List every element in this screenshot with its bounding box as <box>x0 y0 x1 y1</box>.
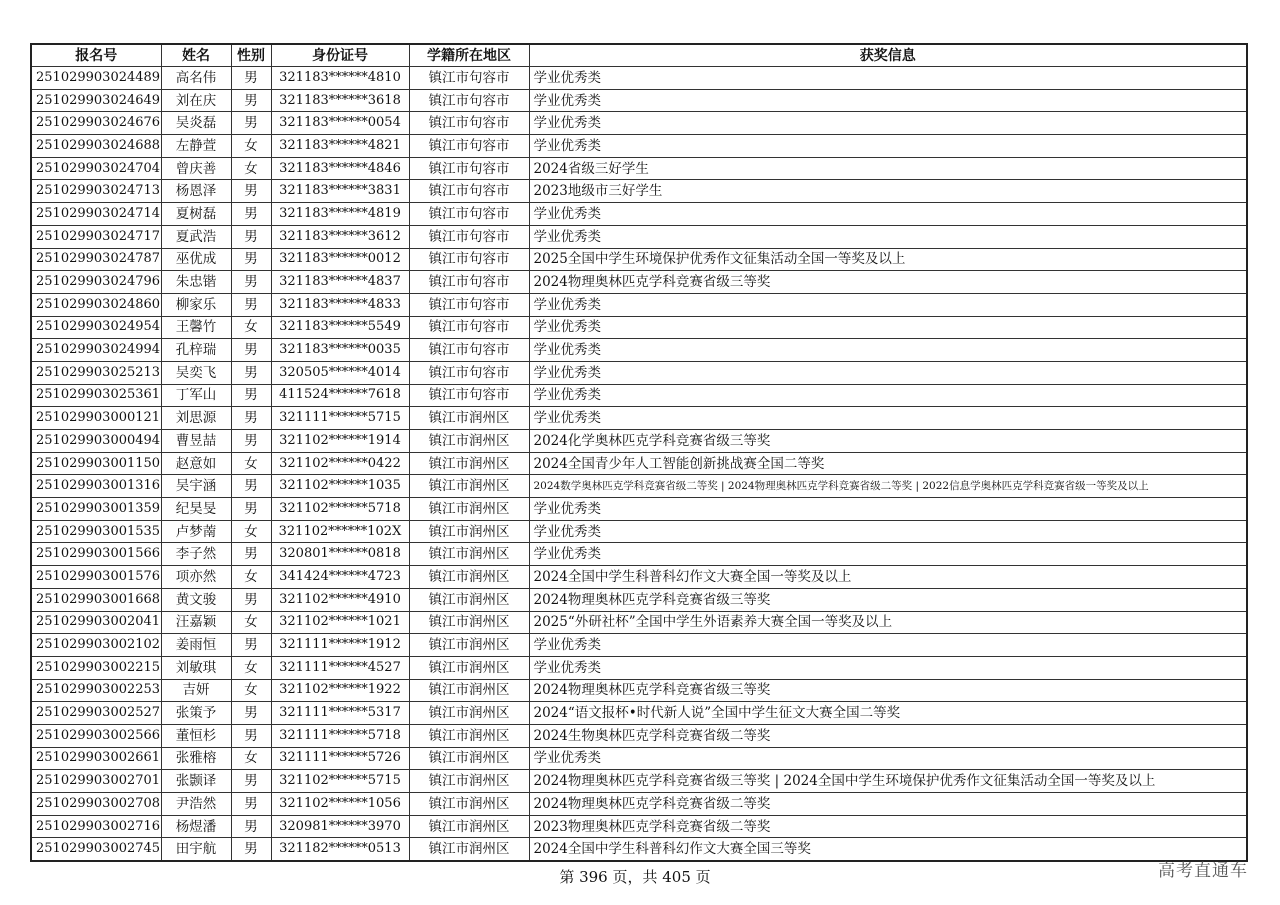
gender-cell: 女 <box>231 135 271 158</box>
reg-no-cell: 251029903024717 <box>31 225 161 248</box>
id-no-cell: 321102******102X <box>271 520 409 543</box>
reg-no-cell: 251029903024860 <box>31 293 161 316</box>
name-cell: 卢梦萳 <box>161 520 231 543</box>
award-cell: 2024生物奥林匹克学科竞赛省级二等奖 <box>529 724 1247 747</box>
region-cell: 镇江市润州区 <box>409 793 529 816</box>
name-cell: 夏武浩 <box>161 225 231 248</box>
table-row <box>31 361 1247 384</box>
table-row <box>31 180 1247 203</box>
table-row <box>31 407 1247 430</box>
reg-no-cell: 251029903024714 <box>31 203 161 226</box>
reg-no-cell: 251029903024954 <box>31 316 161 339</box>
gender-cell: 男 <box>231 203 271 226</box>
gender-cell: 男 <box>231 588 271 611</box>
reg-no-cell: 251029903025361 <box>31 384 161 407</box>
award-cell: 2024数学奥林匹克学科竞赛省级二等奖 | 2024物理奥林匹克学科竞赛省级二等奖 | 2022信息学奥林匹克学科竞赛省级一等奖及以上 <box>529 475 1247 498</box>
records-table <box>30 43 1248 862</box>
name-cell: 李子然 <box>161 543 231 566</box>
table-row <box>31 838 1247 861</box>
table-row <box>31 112 1247 135</box>
id-no-cell: 321183******3618 <box>271 89 409 112</box>
reg-no-cell: 251029903025213 <box>31 361 161 384</box>
id-no-cell: 321183******4810 <box>271 67 409 90</box>
name-cell: 项亦然 <box>161 566 231 589</box>
id-no-cell: 320801******0818 <box>271 543 409 566</box>
reg-no-cell: 251029903024688 <box>31 135 161 158</box>
reg-no-cell: 251029903001359 <box>31 498 161 521</box>
name-cell: 赵意如 <box>161 452 231 475</box>
name-cell: 夏树磊 <box>161 203 231 226</box>
award-cell: 学业优秀类 <box>529 339 1247 362</box>
id-no-cell: 321111******4527 <box>271 656 409 679</box>
region-cell: 镇江市句容市 <box>409 225 529 248</box>
gender-cell: 男 <box>231 634 271 657</box>
region-cell: 镇江市润州区 <box>409 566 529 589</box>
award-cell: 学业优秀类 <box>529 384 1247 407</box>
id-no-cell: 411524******7618 <box>271 384 409 407</box>
award-cell: 学业优秀类 <box>529 520 1247 543</box>
name-cell: 杨煜潘 <box>161 815 231 838</box>
name-cell: 吴宇涵 <box>161 475 231 498</box>
gender-cell: 女 <box>231 611 271 634</box>
gender-cell: 男 <box>231 770 271 793</box>
reg-no-cell: 251029903002215 <box>31 656 161 679</box>
name-cell: 吴奕飞 <box>161 361 231 384</box>
name-cell: 黄文骏 <box>161 588 231 611</box>
region-cell: 镇江市润州区 <box>409 543 529 566</box>
header-gender: 性别 <box>231 44 271 67</box>
region-cell: 镇江市润州区 <box>409 475 529 498</box>
table-row <box>31 634 1247 657</box>
region-cell: 镇江市润州区 <box>409 520 529 543</box>
region-cell: 镇江市句容市 <box>409 112 529 135</box>
id-no-cell: 321102******1922 <box>271 679 409 702</box>
reg-no-cell: 251029903001566 <box>31 543 161 566</box>
award-cell: 学业优秀类 <box>529 498 1247 521</box>
watermark-logo: 高考直通车 <box>1158 861 1248 881</box>
region-cell: 镇江市句容市 <box>409 293 529 316</box>
reg-no-cell: 251029903002701 <box>31 770 161 793</box>
table-row <box>31 203 1247 226</box>
header-award: 获奖信息 <box>529 44 1247 67</box>
reg-no-cell: 251029903002566 <box>31 724 161 747</box>
award-cell: 学业优秀类 <box>529 656 1247 679</box>
region-cell: 镇江市润州区 <box>409 611 529 634</box>
reg-no-cell: 251029903002745 <box>31 838 161 861</box>
id-no-cell: 320981******3970 <box>271 815 409 838</box>
gender-cell: 男 <box>231 384 271 407</box>
name-cell: 杨恩泽 <box>161 180 231 203</box>
table-row <box>31 520 1247 543</box>
reg-no-cell: 251029903024994 <box>31 339 161 362</box>
id-no-cell: 321102******5718 <box>271 498 409 521</box>
table-row <box>31 747 1247 770</box>
gender-cell: 男 <box>231 67 271 90</box>
region-cell: 镇江市润州区 <box>409 815 529 838</box>
id-no-cell: 321183******0054 <box>271 112 409 135</box>
header-reg-no: 报名号 <box>31 44 161 67</box>
id-no-cell: 321183******5549 <box>271 316 409 339</box>
name-cell: 董恒杉 <box>161 724 231 747</box>
reg-no-cell: 251029903001316 <box>31 475 161 498</box>
reg-no-cell: 251029903024796 <box>31 271 161 294</box>
records-body <box>31 67 1247 862</box>
reg-no-cell: 251029903001576 <box>31 566 161 589</box>
name-cell: 张雅榕 <box>161 747 231 770</box>
table-row <box>31 271 1247 294</box>
id-no-cell: 321102******4910 <box>271 588 409 611</box>
reg-no-cell: 251029903002041 <box>31 611 161 634</box>
region-cell: 镇江市句容市 <box>409 67 529 90</box>
gender-cell: 男 <box>231 838 271 861</box>
id-no-cell: 321183******4833 <box>271 293 409 316</box>
reg-no-cell: 251029903024489 <box>31 67 161 90</box>
gender-cell: 男 <box>231 225 271 248</box>
gender-cell: 女 <box>231 566 271 589</box>
region-cell: 镇江市润州区 <box>409 498 529 521</box>
region-cell: 镇江市句容市 <box>409 248 529 271</box>
table-row <box>31 225 1247 248</box>
award-cell: 学业优秀类 <box>529 112 1247 135</box>
region-cell: 镇江市润州区 <box>409 747 529 770</box>
id-no-cell: 341424******4723 <box>271 566 409 589</box>
reg-no-cell: 251029903001150 <box>31 452 161 475</box>
id-no-cell: 321111******1912 <box>271 634 409 657</box>
name-cell: 尹浩然 <box>161 793 231 816</box>
table-row <box>31 67 1247 90</box>
name-cell: 刘思源 <box>161 407 231 430</box>
reg-no-cell: 251029903024704 <box>31 157 161 180</box>
region-cell: 镇江市句容市 <box>409 180 529 203</box>
table-row <box>31 293 1247 316</box>
table-row <box>31 679 1247 702</box>
award-cell: 学业优秀类 <box>529 543 1247 566</box>
reg-no-cell: 251029903002102 <box>31 634 161 657</box>
name-cell: 丁军山 <box>161 384 231 407</box>
gender-cell: 女 <box>231 520 271 543</box>
name-cell: 张策予 <box>161 702 231 725</box>
table-row <box>31 793 1247 816</box>
reg-no-cell: 251029903024676 <box>31 112 161 135</box>
region-cell: 镇江市润州区 <box>409 588 529 611</box>
region-cell: 镇江市句容市 <box>409 384 529 407</box>
id-no-cell: 321102******5715 <box>271 770 409 793</box>
id-no-cell: 321111******5317 <box>271 702 409 725</box>
name-cell: 柳家乐 <box>161 293 231 316</box>
award-cell: 2025“外研社杯”全国中学生外语素养大赛全国一等奖及以上 <box>529 611 1247 634</box>
id-no-cell: 321182******0513 <box>271 838 409 861</box>
name-cell: 王馨竹 <box>161 316 231 339</box>
header-row <box>31 44 1247 67</box>
gender-cell: 男 <box>231 112 271 135</box>
region-cell: 镇江市润州区 <box>409 838 529 861</box>
name-cell: 田宇航 <box>161 838 231 861</box>
region-cell: 镇江市句容市 <box>409 89 529 112</box>
header-name: 姓名 <box>161 44 231 67</box>
name-cell: 张颢译 <box>161 770 231 793</box>
award-cell: 学业优秀类 <box>529 407 1247 430</box>
award-cell: 2024全国中学生科普科幻作文大赛全国一等奖及以上 <box>529 566 1247 589</box>
award-cell: 2023地级市三好学生 <box>529 180 1247 203</box>
award-cell: 2024化学奥林匹克学科竞赛省级三等奖 <box>529 430 1247 453</box>
award-cell: 2024物理奥林匹克学科竞赛省级三等奖 <box>529 588 1247 611</box>
table-row <box>31 588 1247 611</box>
id-no-cell: 321102******1021 <box>271 611 409 634</box>
name-cell: 吉妍 <box>161 679 231 702</box>
table-row <box>31 611 1247 634</box>
region-cell: 镇江市润州区 <box>409 407 529 430</box>
table-row <box>31 452 1247 475</box>
award-cell: 学业优秀类 <box>529 293 1247 316</box>
award-cell: 2024“语文报杯•时代新人说”全国中学生征文大赛全国二等奖 <box>529 702 1247 725</box>
id-no-cell: 321111******5718 <box>271 724 409 747</box>
gender-cell: 男 <box>231 702 271 725</box>
award-cell: 2024全国中学生科普科幻作文大赛全国三等奖 <box>529 838 1247 861</box>
id-no-cell: 321183******4821 <box>271 135 409 158</box>
table-row <box>31 724 1247 747</box>
name-cell: 曹昱喆 <box>161 430 231 453</box>
name-cell: 巫优成 <box>161 248 231 271</box>
gender-cell: 男 <box>231 361 271 384</box>
table-row <box>31 656 1247 679</box>
reg-no-cell: 251029903024649 <box>31 89 161 112</box>
gender-cell: 女 <box>231 452 271 475</box>
region-cell: 镇江市润州区 <box>409 724 529 747</box>
award-cell: 学业优秀类 <box>529 634 1247 657</box>
award-cell: 学业优秀类 <box>529 203 1247 226</box>
award-cell: 学业优秀类 <box>529 135 1247 158</box>
reg-no-cell: 251029903000121 <box>31 407 161 430</box>
gender-cell: 男 <box>231 248 271 271</box>
region-cell: 镇江市句容市 <box>409 271 529 294</box>
name-cell: 汪嘉颖 <box>161 611 231 634</box>
award-cell: 学业优秀类 <box>529 747 1247 770</box>
gender-cell: 女 <box>231 656 271 679</box>
name-cell: 姜雨恒 <box>161 634 231 657</box>
id-no-cell: 321102******1914 <box>271 430 409 453</box>
gender-cell: 女 <box>231 157 271 180</box>
reg-no-cell: 251029903024713 <box>31 180 161 203</box>
gender-cell: 男 <box>231 543 271 566</box>
name-cell: 孔梓瑞 <box>161 339 231 362</box>
region-cell: 镇江市句容市 <box>409 135 529 158</box>
gender-cell: 男 <box>231 724 271 747</box>
table-row <box>31 566 1247 589</box>
award-cell: 2024物理奥林匹克学科竞赛省级二等奖 <box>529 793 1247 816</box>
gender-cell: 女 <box>231 316 271 339</box>
table-row <box>31 316 1247 339</box>
name-cell: 朱忠锴 <box>161 271 231 294</box>
name-cell: 曾庆善 <box>161 157 231 180</box>
id-no-cell: 321183******3612 <box>271 225 409 248</box>
gender-cell: 男 <box>231 180 271 203</box>
table-row <box>31 702 1247 725</box>
reg-no-cell: 251029903002661 <box>31 747 161 770</box>
header-region: 学籍所在地区 <box>409 44 529 67</box>
name-cell: 左静萱 <box>161 135 231 158</box>
table-row <box>31 248 1247 271</box>
table-row <box>31 157 1247 180</box>
region-cell: 镇江市句容市 <box>409 361 529 384</box>
award-cell: 2024物理奥林匹克学科竞赛省级三等奖 <box>529 271 1247 294</box>
reg-no-cell: 251029903001668 <box>31 588 161 611</box>
id-no-cell: 321102******0422 <box>271 452 409 475</box>
reg-no-cell: 251029903002253 <box>31 679 161 702</box>
region-cell: 镇江市润州区 <box>409 702 529 725</box>
gender-cell: 男 <box>231 339 271 362</box>
name-cell: 纪昊旻 <box>161 498 231 521</box>
award-cell: 2024全国青少年人工智能创新挑战赛全国二等奖 <box>529 452 1247 475</box>
gender-cell: 男 <box>231 293 271 316</box>
table-row <box>31 770 1247 793</box>
table-row <box>31 498 1247 521</box>
region-cell: 镇江市润州区 <box>409 430 529 453</box>
gender-cell: 女 <box>231 679 271 702</box>
id-no-cell: 321111******5715 <box>271 407 409 430</box>
award-cell: 2024物理奥林匹克学科竞赛省级三等奖 | 2024全国中学生环境保护优秀作文征集活动全国一等奖及以上 <box>529 770 1247 793</box>
id-no-cell: 321183******0035 <box>271 339 409 362</box>
id-no-cell: 321183******4846 <box>271 157 409 180</box>
region-cell: 镇江市润州区 <box>409 679 529 702</box>
award-cell: 2025全国中学生环境保护优秀作文征集活动全国一等奖及以上 <box>529 248 1247 271</box>
name-cell: 高名伟 <box>161 67 231 90</box>
region-cell: 镇江市句容市 <box>409 203 529 226</box>
region-cell: 镇江市句容市 <box>409 339 529 362</box>
reg-no-cell: 251029903000494 <box>31 430 161 453</box>
id-no-cell: 321183******4837 <box>271 271 409 294</box>
id-no-cell: 320505******4014 <box>271 361 409 384</box>
reg-no-cell: 251029903002527 <box>31 702 161 725</box>
table-row <box>31 384 1247 407</box>
award-cell: 学业优秀类 <box>529 361 1247 384</box>
id-no-cell: 321102******1056 <box>271 793 409 816</box>
id-no-cell: 321183******4819 <box>271 203 409 226</box>
gender-cell: 男 <box>231 407 271 430</box>
region-cell: 镇江市润州区 <box>409 770 529 793</box>
gender-cell: 男 <box>231 498 271 521</box>
table-row <box>31 89 1247 112</box>
region-cell: 镇江市润州区 <box>409 452 529 475</box>
region-cell: 镇江市润州区 <box>409 656 529 679</box>
award-cell: 2023物理奥林匹克学科竞赛省级二等奖 <box>529 815 1247 838</box>
table-row <box>31 339 1247 362</box>
award-cell: 学业优秀类 <box>529 67 1247 90</box>
region-cell: 镇江市句容市 <box>409 316 529 339</box>
gender-cell: 男 <box>231 793 271 816</box>
page-number: 第 396 页，共 405 页 <box>559 868 711 886</box>
gender-cell: 男 <box>231 89 271 112</box>
reg-no-cell: 251029903001535 <box>31 520 161 543</box>
gender-cell: 男 <box>231 271 271 294</box>
table-row <box>31 543 1247 566</box>
gender-cell: 男 <box>231 430 271 453</box>
id-no-cell: 321183******3831 <box>271 180 409 203</box>
table-row <box>31 430 1247 453</box>
award-cell: 2024省级三好学生 <box>529 157 1247 180</box>
table-row <box>31 815 1247 838</box>
gender-cell: 男 <box>231 475 271 498</box>
award-cell: 学业优秀类 <box>529 89 1247 112</box>
award-cell: 2024物理奥林匹克学科竞赛省级三等奖 <box>529 679 1247 702</box>
gender-cell: 女 <box>231 747 271 770</box>
name-cell: 吴炎磊 <box>161 112 231 135</box>
reg-no-cell: 251029903002708 <box>31 793 161 816</box>
gender-cell: 男 <box>231 815 271 838</box>
region-cell: 镇江市润州区 <box>409 634 529 657</box>
region-cell: 镇江市句容市 <box>409 157 529 180</box>
name-cell: 刘在庆 <box>161 89 231 112</box>
table-row <box>31 135 1247 158</box>
id-no-cell: 321102******1035 <box>271 475 409 498</box>
id-no-cell: 321183******0012 <box>271 248 409 271</box>
reg-no-cell: 251029903024787 <box>31 248 161 271</box>
name-cell: 刘敏琪 <box>161 656 231 679</box>
award-cell: 学业优秀类 <box>529 225 1247 248</box>
award-cell: 学业优秀类 <box>529 316 1247 339</box>
id-no-cell: 321111******5726 <box>271 747 409 770</box>
header-id-no: 身份证号 <box>271 44 409 67</box>
table-row <box>31 475 1247 498</box>
reg-no-cell: 251029903002716 <box>31 815 161 838</box>
